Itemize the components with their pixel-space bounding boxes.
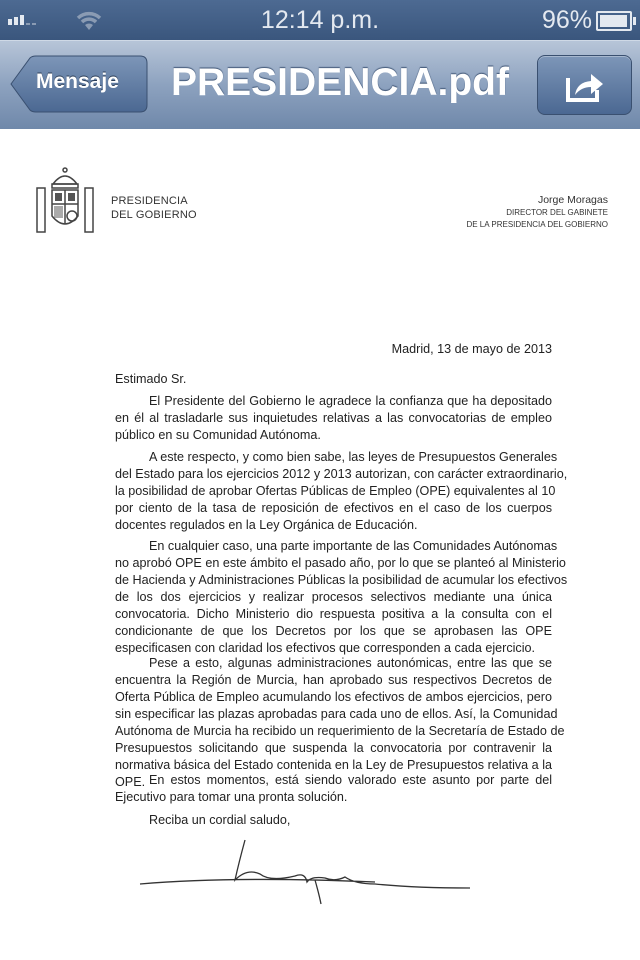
text-line: convocatoria. Dicho Ministerio dio respuesta positiva a la consulta con el	[115, 607, 552, 621]
salutation: Estimado Sr.	[115, 372, 187, 386]
text-line: Oferta Pública de Empleo acumulando los efectivos de ambos ejercicios, pero	[115, 690, 552, 704]
signature	[135, 832, 475, 912]
paragraph	[115, 449, 568, 534]
status-bar	[0, 0, 640, 40]
text-line: En cualquier caso, una parte importante de las Comunidades Autónomas	[149, 539, 558, 553]
letter-date: Madrid, 13 de mayo de 2013	[391, 342, 552, 356]
text-line: Ejecutivo para tomar una pronta solución.	[115, 790, 348, 804]
text-line: encuentra la Región de Murcia, han aprobado sus respectivos Decretos de	[115, 673, 552, 687]
text-line: sin especificar las plazas aprobadas para cada uno de ellos. Así, la Comunidad	[115, 707, 558, 721]
text-line: la posibilidad de aprobar Ofertas Públicas de Empleo (OPE) equivalentes al 10	[115, 484, 556, 498]
text-line: En estos momentos, está siendo valorado este asunto por parte del	[149, 773, 552, 787]
document-title: PRESIDENCIA.pdf	[170, 61, 509, 104]
text-line: Pese a esto, algunas administraciones autonómicas, entre las que se	[149, 656, 552, 670]
back-button-label: Mensaje	[36, 70, 119, 93]
text-line: de los dos ejercicios y realizar procesos selectivos mediante una única	[115, 590, 552, 604]
text-line: docentes regulados en la Ley Orgánica de Educación.	[115, 518, 418, 532]
text-line: de Hacienda y Administraciones Públicas la posibilidad de acumular los efectivos	[115, 573, 568, 587]
text-line: condicionante de que los Decretos por los que se aprobasen las OPE	[115, 624, 552, 638]
sender-title: DIRECTOR DEL GABINETE	[506, 208, 608, 217]
org-line: PRESIDENCIA	[111, 195, 188, 207]
text-line: público en su Comunidad Autónoma.	[115, 428, 321, 442]
text-line: Autónoma de Murcia ha recibido un requerimiento de la Secretaría de Estado de	[115, 724, 565, 738]
navigation-bar	[0, 40, 640, 130]
sender-title: DE LA PRESIDENCIA DEL GOBIERNO	[466, 220, 608, 229]
battery-icon	[596, 11, 632, 31]
text-line: A este respecto, y como bien sabe, las leyes de Presupuestos Generales	[149, 450, 558, 464]
battery-percent: 96%	[541, 6, 592, 34]
text-line: OPE.	[115, 775, 146, 789]
clock: 12:14 p.m.	[260, 6, 380, 34]
text-line: por ciento de la tasa de reposición de efectivos en el caso de los cuerpos	[115, 501, 552, 515]
share-icon	[565, 68, 605, 102]
organization-name	[111, 194, 197, 222]
closing: Reciba un cordial saludo,	[149, 813, 291, 827]
text-line: en él al trasladarle sus inquietudes relativas a las convocatorias de empleo	[115, 411, 552, 425]
sender-name: Jorge Moragas	[537, 194, 608, 206]
text-line: Presupuestos solicitando que suspenda la convocatoria por contravenir la	[115, 741, 552, 755]
paragraph	[115, 772, 552, 806]
share-button[interactable]	[537, 55, 632, 115]
paragraph	[115, 538, 568, 657]
text-line: El Presidente del Gobierno le agradece la confianza que ha depositado	[149, 394, 552, 408]
paragraph	[115, 393, 552, 444]
back-button[interactable]	[10, 55, 148, 113]
coat-of-arms-logo	[33, 166, 97, 236]
sender-block	[466, 194, 608, 231]
text-line: no aprobó OPE en este ámbito el pasado año, por lo que se planteó al Ministerio	[115, 556, 566, 570]
org-line: DEL GOBIERNO	[111, 209, 197, 221]
text-line: normativa básica del Estado contenida en la Ley de Presupuestos relativa a la	[115, 758, 552, 772]
text-line: del Estado para los ejercicios 2012 y 2013 autorizan, con carácter extraordinario,	[115, 467, 568, 481]
paragraph	[115, 655, 565, 791]
text-line: especificasen con claridad los efectivos que corresponden a cada ejercicio.	[115, 641, 536, 655]
